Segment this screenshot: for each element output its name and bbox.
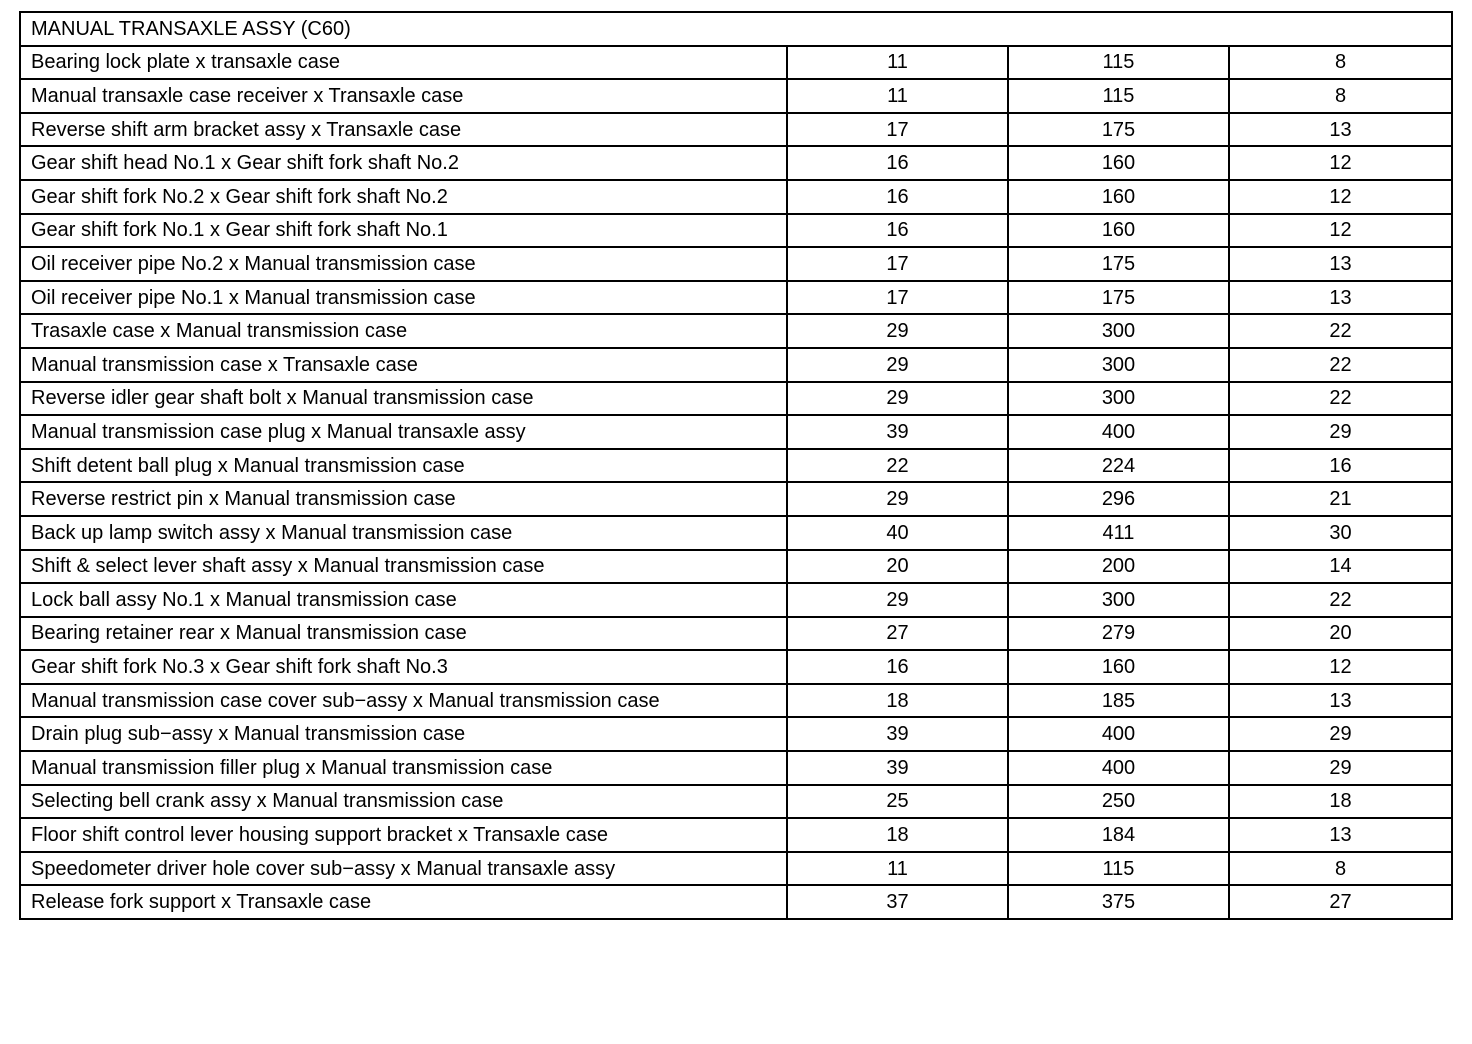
torque-kgfcm-cell: 300 xyxy=(1008,583,1229,617)
torque-kgfcm-cell: 160 xyxy=(1008,146,1229,180)
torque-ftlbf-cell: 22 xyxy=(1229,382,1452,416)
torque-ftlbf-cell: 12 xyxy=(1229,180,1452,214)
torque-ftlbf-cell: 13 xyxy=(1229,684,1452,718)
part-name-cell: Manual transmission filler plug x Manual transmission case xyxy=(20,751,787,785)
torque-ftlbf-cell: 8 xyxy=(1229,79,1452,113)
torque-nm-cell: 40 xyxy=(787,516,1008,550)
torque-ftlbf-cell: 30 xyxy=(1229,516,1452,550)
table-row xyxy=(20,852,1452,886)
part-name-cell: Reverse shift arm bracket assy x Transaxle case xyxy=(20,113,787,147)
torque-ftlbf-cell: 29 xyxy=(1229,751,1452,785)
torque-ftlbf-cell: 12 xyxy=(1229,650,1452,684)
part-name-cell: Floor shift control lever housing support bracket x Transaxle case xyxy=(20,818,787,852)
table-row xyxy=(20,449,1452,483)
torque-kgfcm-cell: 400 xyxy=(1008,751,1229,785)
torque-kgfcm-cell: 115 xyxy=(1008,852,1229,886)
torque-kgfcm-cell: 160 xyxy=(1008,650,1229,684)
part-name-cell: Back up lamp switch assy x Manual transmission case xyxy=(20,516,787,550)
torque-nm-cell: 18 xyxy=(787,684,1008,718)
torque-nm-cell: 37 xyxy=(787,885,1008,919)
table-row xyxy=(20,617,1452,651)
torque-nm-cell: 16 xyxy=(787,214,1008,248)
part-name-cell: Gear shift fork No.1 x Gear shift fork shaft No.1 xyxy=(20,214,787,248)
table-title-row xyxy=(20,12,1452,46)
table-row xyxy=(20,751,1452,785)
torque-ftlbf-cell: 14 xyxy=(1229,550,1452,584)
torque-kgfcm-cell: 160 xyxy=(1008,180,1229,214)
torque-nm-cell: 17 xyxy=(787,247,1008,281)
part-name-cell: Reverse restrict pin x Manual transmission case xyxy=(20,482,787,516)
torque-nm-cell: 11 xyxy=(787,46,1008,80)
torque-ftlbf-cell: 12 xyxy=(1229,214,1452,248)
table-row xyxy=(20,382,1452,416)
torque-ftlbf-cell: 8 xyxy=(1229,852,1452,886)
torque-kgfcm-cell: 175 xyxy=(1008,113,1229,147)
table-row xyxy=(20,650,1452,684)
table-row xyxy=(20,785,1452,819)
torque-spec-table xyxy=(19,11,1453,920)
torque-nm-cell: 39 xyxy=(787,415,1008,449)
torque-kgfcm-cell: 279 xyxy=(1008,617,1229,651)
torque-nm-cell: 16 xyxy=(787,180,1008,214)
part-name-cell: Oil receiver pipe No.2 x Manual transmission case xyxy=(20,247,787,281)
part-name-cell: Release fork support x Transaxle case xyxy=(20,885,787,919)
torque-kgfcm-cell: 160 xyxy=(1008,214,1229,248)
part-name-cell: Trasaxle case x Manual transmission case xyxy=(20,314,787,348)
part-name-cell: Shift detent ball plug x Manual transmission case xyxy=(20,449,787,483)
part-name-cell: Oil receiver pipe No.1 x Manual transmission case xyxy=(20,281,787,315)
torque-nm-cell: 39 xyxy=(787,751,1008,785)
torque-ftlbf-cell: 21 xyxy=(1229,482,1452,516)
part-name-cell: Manual transmission case plug x Manual transaxle assy xyxy=(20,415,787,449)
part-name-cell: Speedometer driver hole cover sub−assy x Manual transaxle assy xyxy=(20,852,787,886)
part-name-cell: Drain plug sub−assy x Manual transmission case xyxy=(20,717,787,751)
part-name-cell: Selecting bell crank assy x Manual transmission case xyxy=(20,785,787,819)
torque-ftlbf-cell: 22 xyxy=(1229,314,1452,348)
torque-nm-cell: 29 xyxy=(787,348,1008,382)
table-row xyxy=(20,550,1452,584)
part-name-cell: Lock ball assy No.1 x Manual transmission case xyxy=(20,583,787,617)
torque-ftlbf-cell: 18 xyxy=(1229,785,1452,819)
torque-kgfcm-cell: 250 xyxy=(1008,785,1229,819)
part-name-cell: Manual transaxle case receiver x Transaxle case xyxy=(20,79,787,113)
part-name-cell: Bearing lock plate x transaxle case xyxy=(20,46,787,80)
table-row xyxy=(20,180,1452,214)
table-row xyxy=(20,482,1452,516)
torque-nm-cell: 16 xyxy=(787,650,1008,684)
torque-kgfcm-cell: 115 xyxy=(1008,79,1229,113)
table-title: MANUAL TRANSAXLE ASSY (C60) xyxy=(20,12,1452,46)
torque-ftlbf-cell: 22 xyxy=(1229,583,1452,617)
table-row xyxy=(20,415,1452,449)
torque-kgfcm-cell: 200 xyxy=(1008,550,1229,584)
torque-nm-cell: 25 xyxy=(787,785,1008,819)
torque-nm-cell: 29 xyxy=(787,382,1008,416)
torque-kgfcm-cell: 300 xyxy=(1008,348,1229,382)
torque-kgfcm-cell: 296 xyxy=(1008,482,1229,516)
table-row xyxy=(20,146,1452,180)
table-row xyxy=(20,79,1452,113)
torque-ftlbf-cell: 8 xyxy=(1229,46,1452,80)
torque-ftlbf-cell: 12 xyxy=(1229,146,1452,180)
torque-ftlbf-cell: 13 xyxy=(1229,113,1452,147)
torque-nm-cell: 29 xyxy=(787,482,1008,516)
torque-kgfcm-cell: 300 xyxy=(1008,382,1229,416)
torque-ftlbf-cell: 29 xyxy=(1229,717,1452,751)
table-row xyxy=(20,885,1452,919)
table-row xyxy=(20,818,1452,852)
torque-nm-cell: 11 xyxy=(787,852,1008,886)
part-name-cell: Reverse idler gear shaft bolt x Manual transmission case xyxy=(20,382,787,416)
torque-kgfcm-cell: 175 xyxy=(1008,281,1229,315)
torque-ftlbf-cell: 29 xyxy=(1229,415,1452,449)
table-row xyxy=(20,314,1452,348)
part-name-cell: Gear shift fork No.2 x Gear shift fork shaft No.2 xyxy=(20,180,787,214)
torque-kgfcm-cell: 185 xyxy=(1008,684,1229,718)
torque-nm-cell: 11 xyxy=(787,79,1008,113)
torque-ftlbf-cell: 22 xyxy=(1229,348,1452,382)
part-name-cell: Bearing retainer rear x Manual transmission case xyxy=(20,617,787,651)
table-row xyxy=(20,717,1452,751)
torque-nm-cell: 29 xyxy=(787,314,1008,348)
torque-ftlbf-cell: 13 xyxy=(1229,281,1452,315)
table-row xyxy=(20,214,1452,248)
torque-nm-cell: 16 xyxy=(787,146,1008,180)
torque-kgfcm-cell: 224 xyxy=(1008,449,1229,483)
torque-nm-cell: 39 xyxy=(787,717,1008,751)
torque-nm-cell: 17 xyxy=(787,281,1008,315)
torque-ftlbf-cell: 13 xyxy=(1229,818,1452,852)
part-name-cell: Gear shift head No.1 x Gear shift fork shaft No.2 xyxy=(20,146,787,180)
torque-nm-cell: 18 xyxy=(787,818,1008,852)
torque-nm-cell: 27 xyxy=(787,617,1008,651)
table-row xyxy=(20,348,1452,382)
torque-ftlbf-cell: 27 xyxy=(1229,885,1452,919)
table-row xyxy=(20,281,1452,315)
table-row xyxy=(20,583,1452,617)
torque-ftlbf-cell: 13 xyxy=(1229,247,1452,281)
torque-kgfcm-cell: 115 xyxy=(1008,46,1229,80)
table-row xyxy=(20,46,1452,80)
torque-nm-cell: 20 xyxy=(787,550,1008,584)
torque-ftlbf-cell: 20 xyxy=(1229,617,1452,651)
torque-spec-body xyxy=(20,12,1452,919)
table-row xyxy=(20,684,1452,718)
torque-kgfcm-cell: 184 xyxy=(1008,818,1229,852)
table-row xyxy=(20,247,1452,281)
torque-nm-cell: 17 xyxy=(787,113,1008,147)
torque-nm-cell: 22 xyxy=(787,449,1008,483)
torque-nm-cell: 29 xyxy=(787,583,1008,617)
torque-kgfcm-cell: 411 xyxy=(1008,516,1229,550)
part-name-cell: Manual transmission case x Transaxle case xyxy=(20,348,787,382)
torque-kgfcm-cell: 400 xyxy=(1008,415,1229,449)
torque-kgfcm-cell: 175 xyxy=(1008,247,1229,281)
part-name-cell: Manual transmission case cover sub−assy x Manual transmission case xyxy=(20,684,787,718)
torque-kgfcm-cell: 300 xyxy=(1008,314,1229,348)
part-name-cell: Gear shift fork No.3 x Gear shift fork shaft No.3 xyxy=(20,650,787,684)
table-row xyxy=(20,516,1452,550)
part-name-cell: Shift & select lever shaft assy x Manual transmission case xyxy=(20,550,787,584)
torque-kgfcm-cell: 375 xyxy=(1008,885,1229,919)
table-row xyxy=(20,113,1452,147)
torque-kgfcm-cell: 400 xyxy=(1008,717,1229,751)
torque-ftlbf-cell: 16 xyxy=(1229,449,1452,483)
